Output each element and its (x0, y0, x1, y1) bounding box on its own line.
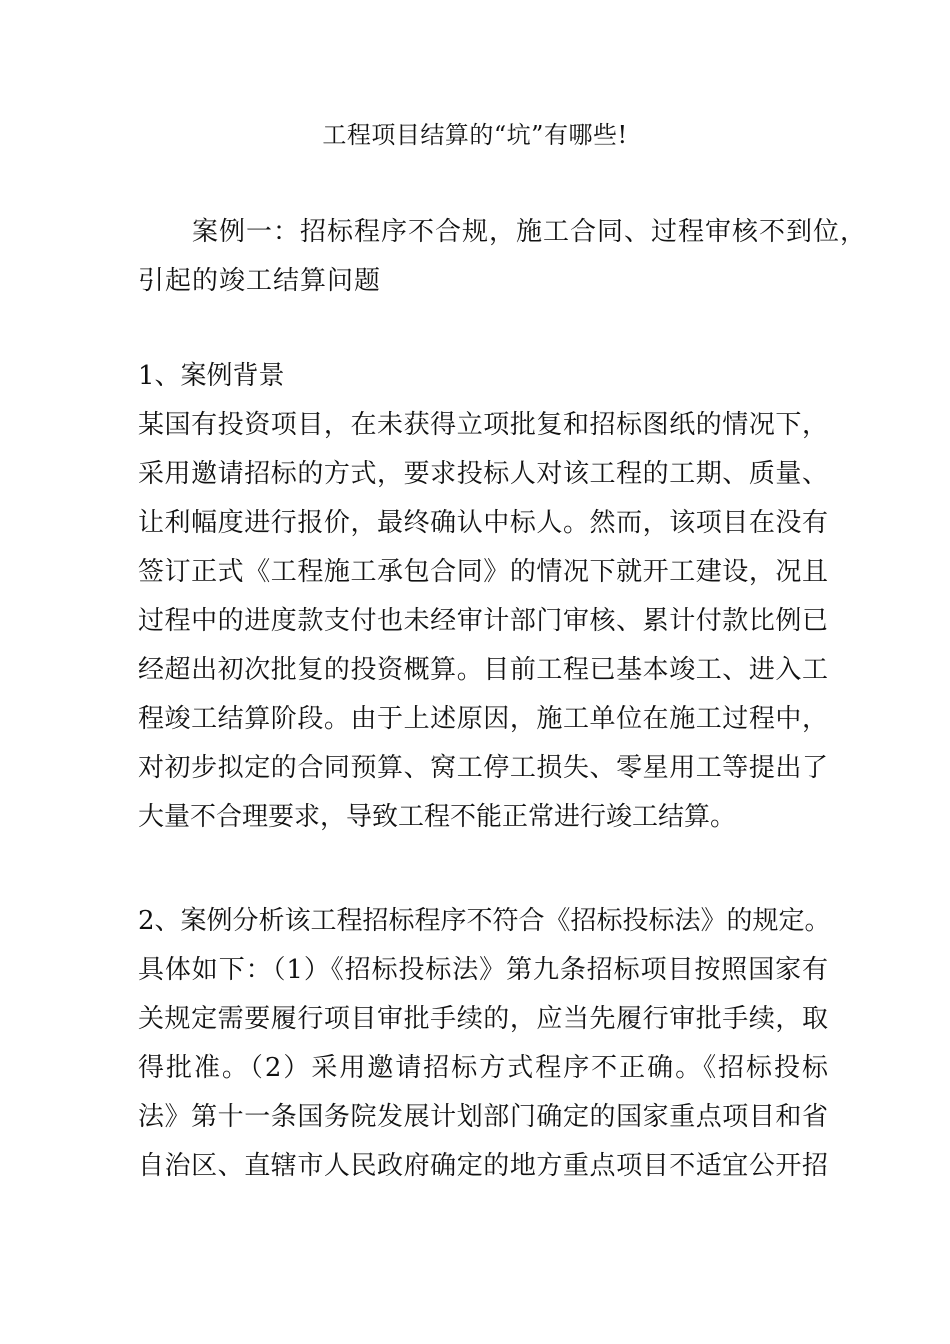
paragraph-line: 2、案例分析该工程招标程序不符合《招标投标法》的规定。 (138, 906, 831, 936)
document-title: 工程项目结算的“坑”有哪些! (322, 121, 628, 149)
paragraph-line: 采用邀请招标的方式，要求投标人对该工程的工期、质量、 (138, 459, 828, 489)
section-body-background (138, 401, 828, 842)
paragraph-line: 过程中的进度款支付也未经审计部门审核、累计付款比例已 (138, 606, 828, 636)
paragraph-line: 经超出初次批复的投资概算。目前工程已基本竣工、进入工 (138, 655, 828, 685)
case-heading-line-1: 案例一：招标程序不合规，施工合同、过程审核不到位， (192, 217, 868, 247)
paragraph-line: 大量不合理要求，导致工程不能正常进行竣工结算。 (138, 802, 737, 832)
section-body-analysis (138, 897, 831, 1191)
paragraph-line: 法》第十一条国务院发展计划部门确定的国家重点项目和省 (138, 1102, 828, 1132)
paragraph-line: 自治区、直辖市人民政府确定的地方重点项目不适宜公开招 (138, 1151, 828, 1181)
paragraph-line: 让利幅度进行报价，最终确认中标人。然而，该项目在没有 (138, 508, 828, 538)
paragraph-line: 某国有投资项目，在未获得立项批复和招标图纸的情况下， (138, 410, 828, 440)
paragraph-line: 对初步拟定的合同预算、窝工停工损失、零星用工等提出了 (138, 753, 828, 783)
case-heading-line-2: 引起的竣工结算问题 (138, 266, 382, 296)
case-heading (138, 208, 868, 306)
paragraph-line: 程竣工结算阶段。由于上述原因，施工单位在施工过程中， (138, 704, 828, 734)
paragraph-line: 签订正式《工程施工承包合同》的情况下就开工建设，况且 (138, 557, 828, 587)
paragraph-line: 具体如下：（1）《招标投标法》第九条招标项目按照国家有 (138, 955, 828, 985)
paragraph-line: 得批准。（2）采用邀请招标方式程序不正确。《招标投标 (138, 1053, 828, 1083)
paragraph-line: 关规定需要履行项目审批手续的，应当先履行审批手续，取 (138, 1004, 828, 1034)
section-heading-background: 1、案例背景 (138, 361, 285, 391)
